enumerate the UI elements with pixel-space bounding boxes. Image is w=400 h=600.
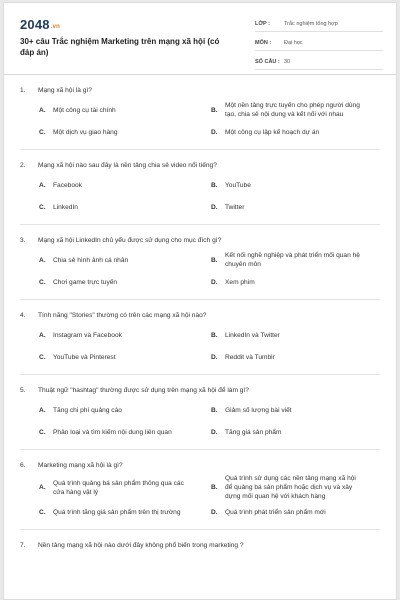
- option-letter: B.: [211, 484, 218, 491]
- answer-option-c[interactable]: [39, 121, 211, 143]
- question-body: Nền tảng mạng xã hội nào dưới đây không phổ biến trong marketing ?: [38, 542, 244, 549]
- answer-options: [39, 174, 380, 218]
- answer-option-c[interactable]: [39, 196, 211, 218]
- option-text: Instagram và Facebook: [53, 331, 122, 339]
- option-letter: D.: [211, 128, 218, 136]
- question-text: [20, 386, 380, 395]
- option-text: Chơi game trực tuyến: [53, 278, 118, 286]
- option-text: Reddit và Tumblr: [225, 353, 275, 361]
- question-number: 4.: [20, 312, 26, 319]
- option-letter: C.: [39, 353, 46, 361]
- answer-option-d[interactable]: [211, 196, 383, 218]
- answer-options: [39, 474, 380, 523]
- answer-option-b[interactable]: [211, 99, 383, 121]
- question-body: Mạng xã hội là gì?: [38, 87, 92, 94]
- option-text: Một nền tảng trực tuyến cho phép người dùng tạo, chia sẻ nội dung và kết nối với nhau: [225, 102, 360, 118]
- answer-option-d[interactable]: [211, 501, 383, 523]
- answer-option-a[interactable]: [39, 399, 211, 421]
- option-text: Phân loại và tìm kiếm nội dung liên quan: [53, 428, 172, 436]
- option-letter: B.: [211, 331, 218, 339]
- answer-option-c[interactable]: [39, 501, 211, 523]
- question-body: Thuật ngữ "hashtag" thường được sử dụng trên mạng xã hội để làm gì?: [38, 387, 249, 394]
- option-letter: B.: [211, 106, 218, 114]
- question-item: [20, 450, 380, 530]
- option-text: Xem phim: [225, 278, 255, 286]
- answer-option-a[interactable]: [39, 474, 211, 501]
- answer-option-d[interactable]: [211, 421, 383, 443]
- answer-option-b[interactable]: [211, 324, 383, 346]
- option-text: Giảm số lượng bài viết: [225, 406, 292, 414]
- answer-option-d[interactable]: [211, 346, 383, 368]
- question-body: Marketing mạng xã hội là gì?: [38, 462, 123, 469]
- question-body: Tính năng "Stories" thường có trên các mạng xã hội nào?: [38, 312, 207, 319]
- option-text: Twitter: [225, 203, 245, 211]
- option-text: Quá trình quảng bá sản phẩm thông qua các cửa hàng vật lý: [53, 479, 184, 496]
- meta-key: LỚP :: [255, 21, 270, 27]
- logo-suffix: .vn: [50, 24, 61, 30]
- option-letter: A.: [39, 256, 46, 264]
- question-text: [20, 541, 380, 550]
- option-text: Một dịch vụ giao hàng: [53, 128, 118, 136]
- option-letter: A.: [39, 181, 46, 189]
- answer-options: [39, 249, 380, 293]
- option-letter: A.: [39, 484, 46, 491]
- question-number: 2.: [20, 162, 26, 169]
- meta-key: MÔN :: [255, 40, 272, 46]
- logo-main: 2048: [20, 17, 50, 32]
- option-letter: C.: [39, 508, 46, 516]
- question-number: 1.: [20, 87, 26, 94]
- question-text: [20, 461, 380, 470]
- document-header: [4, 3, 396, 75]
- option-text: Quá trình phát triển sản phẩm mới: [225, 508, 326, 516]
- option-letter: A.: [39, 406, 46, 414]
- answer-option-c[interactable]: [39, 421, 211, 443]
- option-letter: D.: [211, 203, 218, 211]
- question-list: [4, 75, 396, 556]
- question-number: 6.: [20, 462, 26, 469]
- question-item: [20, 530, 380, 556]
- answer-options: [39, 99, 380, 143]
- option-letter: B.: [211, 256, 218, 264]
- answer-option-d[interactable]: [211, 121, 383, 143]
- meta-value: Đại học: [284, 40, 303, 46]
- option-letter: D.: [211, 428, 218, 436]
- option-letter: C.: [39, 128, 46, 136]
- meta-info: [255, 17, 383, 74]
- question-body: Mạng xã hội nào sau đây là nền tảng chia sẻ video nổi tiếng?: [38, 162, 217, 169]
- question-text: [20, 161, 380, 170]
- answer-option-b[interactable]: [211, 474, 383, 501]
- question-body: Mạng xã hội LinkedIn chủ yếu được sử dụng cho mục đích gì?: [38, 237, 222, 244]
- answer-option-c[interactable]: [39, 346, 211, 368]
- answer-option-b[interactable]: [211, 399, 383, 421]
- answer-option-a[interactable]: [39, 324, 211, 346]
- option-text: YouTube: [225, 181, 251, 189]
- question-item: [20, 150, 380, 225]
- option-letter: B.: [211, 406, 218, 414]
- option-letter: D.: [211, 278, 218, 286]
- meta-row-subject: [255, 36, 383, 51]
- question-text: [20, 86, 380, 95]
- question-item: [20, 300, 380, 375]
- meta-value: Trắc nghiệm tổng hợp: [284, 21, 338, 27]
- option-text: LinkedIn và Twitter: [225, 331, 280, 339]
- question-number: 7.: [20, 542, 26, 549]
- option-text: Tăng giá sản phẩm: [225, 428, 282, 436]
- option-letter: D.: [211, 508, 218, 516]
- document-title: 30+ câu Trắc nghiệm Marketing trên mạng xã hội (có đáp án): [20, 37, 220, 57]
- meta-row-class: [255, 17, 383, 32]
- meta-row-count: [255, 55, 383, 70]
- answer-option-b[interactable]: [211, 249, 383, 271]
- question-item: [20, 375, 380, 450]
- answer-options: [39, 399, 380, 443]
- option-text: Kết nối nghề nghiệp và phát triển mối quan hệ chuyên môn: [225, 252, 360, 268]
- option-text: Quá trình tăng giá sản phẩm trên thị trường: [53, 508, 181, 516]
- answer-option-a[interactable]: [39, 99, 211, 121]
- document-page: [3, 2, 397, 600]
- option-text: Tăng chi phí quảng cáo: [53, 406, 122, 414]
- answer-option-b[interactable]: [211, 174, 383, 196]
- question-number: 3.: [20, 237, 26, 244]
- answer-option-c[interactable]: [39, 271, 211, 293]
- answer-options: [39, 324, 380, 368]
- answer-option-a[interactable]: [39, 174, 211, 196]
- option-text: Facebook: [53, 181, 82, 189]
- option-letter: D.: [211, 353, 218, 361]
- option-letter: A.: [39, 331, 46, 339]
- question-item: [20, 225, 380, 300]
- option-letter: C.: [39, 203, 46, 211]
- question-text: [20, 311, 380, 320]
- option-text: Quá trình sử dụng các nền tảng mạng xã hội để quảng bá sản phẩm hoặc dịch vụ và xây dựng mối quan hệ với khách hàng: [225, 475, 356, 500]
- answer-option-a[interactable]: [39, 249, 211, 271]
- meta-key: SỐ CÂU :: [255, 59, 280, 65]
- option-text: LinkedIn: [53, 203, 78, 211]
- option-letter: C.: [39, 278, 46, 286]
- question-text: [20, 236, 380, 245]
- option-text: Chia sẻ hình ảnh cá nhân: [53, 256, 129, 264]
- answer-option-d[interactable]: [211, 271, 383, 293]
- meta-value: 30: [284, 59, 291, 65]
- option-letter: C.: [39, 428, 46, 436]
- site-logo[interactable]: [20, 17, 60, 32]
- question-number: 5.: [20, 387, 26, 394]
- option-text: Một công cụ lập kế hoạch dự án: [225, 128, 320, 136]
- option-letter: A.: [39, 106, 46, 114]
- option-text: YouTube và Pinterest: [53, 353, 116, 361]
- option-text: Một công cụ tài chính: [53, 106, 116, 114]
- question-item: [20, 75, 380, 150]
- option-letter: B.: [211, 181, 218, 189]
